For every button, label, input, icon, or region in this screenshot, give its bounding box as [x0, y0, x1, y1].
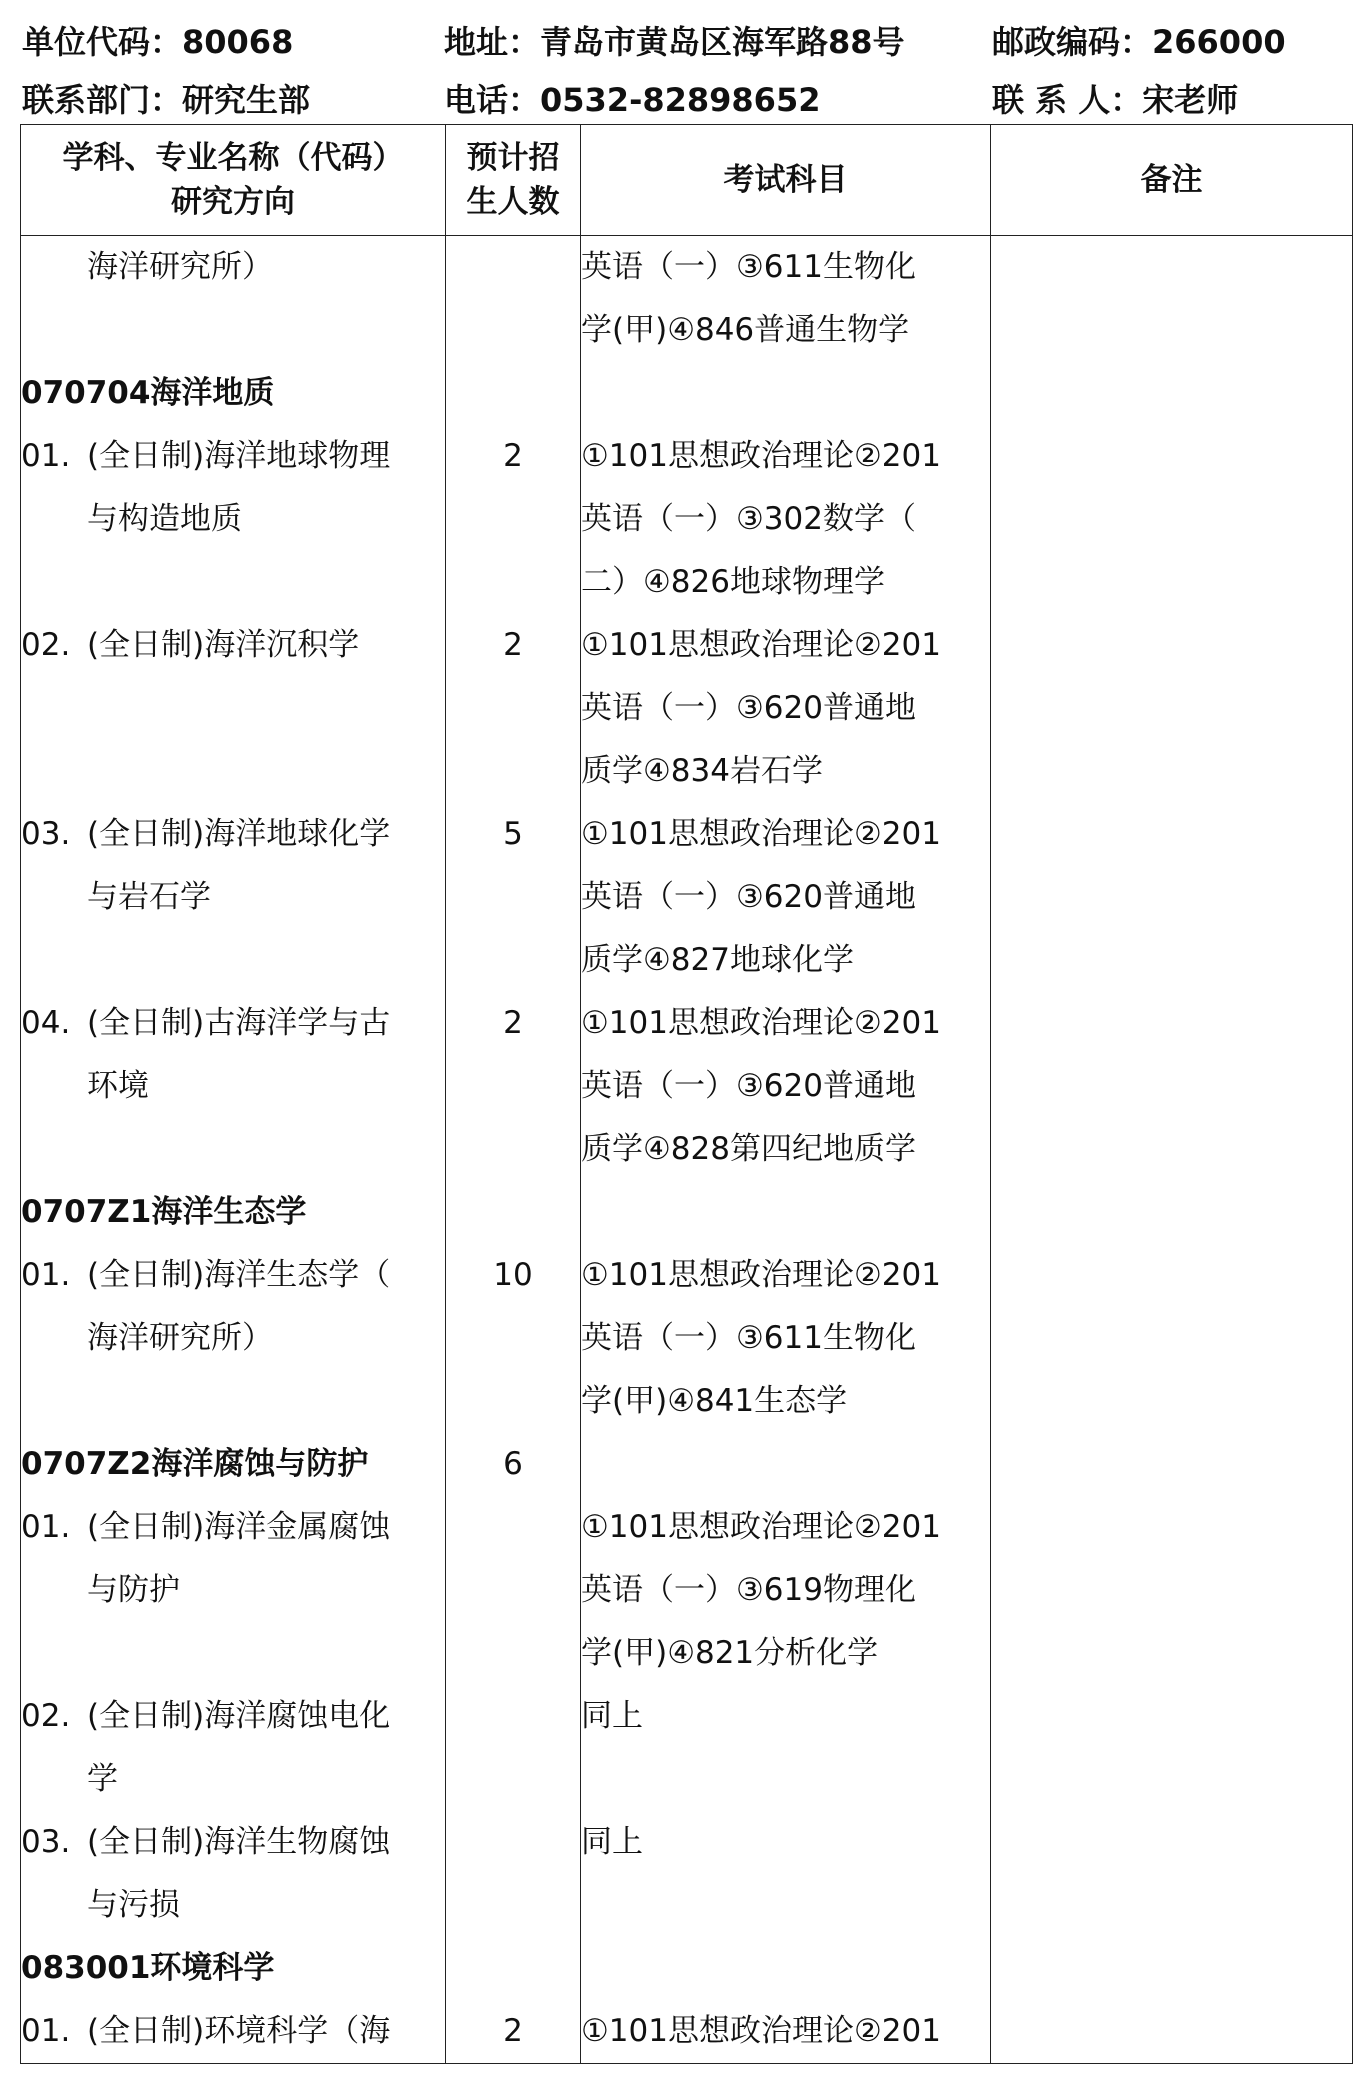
cell-exam-subjects: ①101思想政治理论②201 [581, 803, 991, 866]
cell-exam-subjects: 同上 [581, 1811, 991, 1874]
cell-quota [446, 1370, 581, 1433]
cell-quota [446, 1685, 581, 1748]
cell-major-direction [21, 1748, 446, 1811]
cell-exam-subjects: 二）④826地球物理学 [581, 551, 991, 614]
table-row [21, 236, 1353, 300]
header-name [21, 125, 446, 236]
direction-name: 学 [87, 1761, 118, 1797]
cell-quota [446, 1496, 581, 1559]
cell-major-direction [21, 1685, 446, 1748]
cell-major-direction [21, 1496, 446, 1559]
header-row [21, 125, 1353, 236]
cell-quota [446, 1307, 581, 1370]
cell-exam-subjects: ①101思想政治理论②201 [581, 425, 991, 488]
table-row [21, 1496, 1353, 1559]
direction-name: 环境 [87, 1068, 149, 1104]
direction-name: (全日制)古海洋学与古 [87, 1005, 391, 1041]
cell-exam-subjects: ①101思想政治理论②201 [581, 1244, 991, 1307]
discipline-title: 0707Z1海洋生态学 [21, 1194, 307, 1230]
cell-exam-subjects: ①101思想政治理论②201 [581, 614, 991, 677]
cell-exam-subjects [581, 1433, 991, 1496]
cell-note [991, 1748, 1353, 1811]
cell-major-direction [21, 677, 446, 740]
cell-exam-subjects: 质学④834岩石学 [581, 740, 991, 803]
cell-major-direction [21, 1433, 446, 1496]
cell-exam-subjects: 学(甲)④821分析化学 [581, 1622, 991, 1685]
header-name-line2: 研究方向 [171, 184, 295, 220]
cell-quota [446, 1874, 581, 1937]
table-row [21, 551, 1353, 614]
cell-quota [446, 236, 581, 300]
direction-name: (全日制)海洋地球物理 [87, 438, 391, 474]
postal-code: 邮政编码：266000 [992, 23, 1286, 61]
table-row [21, 1937, 1353, 2000]
cell-quota [446, 929, 581, 992]
direction-number: 02. [21, 627, 71, 663]
cell-quota [446, 362, 581, 425]
cell-note [991, 551, 1353, 614]
cell-note [991, 299, 1353, 362]
cell-major-direction [21, 614, 446, 677]
cell-note [991, 488, 1353, 551]
header-note: 备注 [991, 125, 1353, 236]
header-quota-line1: 预计招 [466, 140, 560, 176]
direction-name: (全日制)海洋金属腐蚀 [87, 1509, 391, 1545]
table-row [21, 1370, 1353, 1433]
cell-note [991, 1118, 1353, 1181]
cell-quota [446, 677, 581, 740]
cell-quota: 6 [446, 1433, 581, 1496]
direction-name: (全日制)海洋腐蚀电化 [87, 1698, 391, 1734]
direction-name: 与岩石学 [87, 879, 211, 915]
header-exam: 考试科目 [581, 125, 991, 236]
direction-number: 01. [21, 1509, 71, 1545]
cell-major-direction [21, 929, 446, 992]
table-row [21, 2000, 1353, 2064]
cell-quota [446, 1622, 581, 1685]
table-head [21, 125, 1353, 236]
cell-exam-subjects: 质学④827地球化学 [581, 929, 991, 992]
cell-exam-subjects: ①101思想政治理论②201 [581, 992, 991, 1055]
cell-quota: 5 [446, 803, 581, 866]
admissions-table [20, 124, 1353, 2064]
cell-major-direction [21, 803, 446, 866]
cell-major-direction [21, 299, 446, 362]
table-row [21, 992, 1353, 1055]
cell-note [991, 236, 1353, 300]
cell-quota: 2 [446, 614, 581, 677]
cell-major-direction [21, 236, 446, 300]
cell-exam-subjects [581, 1181, 991, 1244]
cell-exam-subjects: 英语（一）③620普通地 [581, 866, 991, 929]
cell-exam-subjects: 英语（一）③620普通地 [581, 1055, 991, 1118]
cell-major-direction [21, 992, 446, 1055]
cell-quota: 2 [446, 992, 581, 1055]
table-row [21, 1181, 1353, 1244]
table-row [21, 1433, 1353, 1496]
cell-major-direction [21, 1811, 446, 1874]
direction-number: 03. [21, 816, 71, 852]
table-body [21, 236, 1353, 2064]
cell-note [991, 929, 1353, 992]
cell-note [991, 1937, 1353, 2000]
direction-name: (全日制)海洋生物腐蚀 [87, 1824, 391, 1860]
cell-exam-subjects [581, 1937, 991, 2000]
cell-quota [446, 1937, 581, 2000]
table-row [21, 740, 1353, 803]
cell-note [991, 1874, 1353, 1937]
cell-major-direction [21, 740, 446, 803]
cell-major-direction [21, 488, 446, 551]
cell-quota [446, 1055, 581, 1118]
cell-note [991, 614, 1353, 677]
cell-exam-subjects [581, 1748, 991, 1811]
direction-number: 01. [21, 2013, 71, 2049]
cell-quota [446, 740, 581, 803]
table-row [21, 425, 1353, 488]
direction-number: 03. [21, 1824, 71, 1860]
cell-note [991, 362, 1353, 425]
cell-major-direction [21, 2000, 446, 2064]
table-row [21, 866, 1353, 929]
cell-major-direction [21, 1874, 446, 1937]
direction-name: (全日制)海洋生态学（ [87, 1257, 391, 1293]
cell-exam-subjects: 学(甲)④841生态学 [581, 1370, 991, 1433]
cell-note [991, 425, 1353, 488]
cell-exam-subjects: 英语（一）③611生物化 [581, 236, 991, 300]
direction-name: 与防护 [87, 1572, 180, 1608]
table-row [21, 1748, 1353, 1811]
cell-exam-subjects: 质学④828第四纪地质学 [581, 1118, 991, 1181]
cell-note [991, 803, 1353, 866]
cell-major-direction [21, 551, 446, 614]
cell-quota [446, 1748, 581, 1811]
admissions-table-wrapper [20, 124, 1352, 2075]
cell-quota [446, 488, 581, 551]
cell-major-direction [21, 1307, 446, 1370]
cell-major-direction [21, 866, 446, 929]
direction-name: 与构造地质 [87, 501, 242, 537]
table-row [21, 803, 1353, 866]
table-row [21, 1559, 1353, 1622]
table-row [21, 1055, 1353, 1118]
discipline-title: 070704海洋地质 [21, 375, 275, 411]
table-row [21, 1307, 1353, 1370]
cell-note [991, 1559, 1353, 1622]
cell-note [991, 1307, 1353, 1370]
discipline-title: 0707Z2海洋腐蚀与防护 [21, 1446, 369, 1482]
table-row [21, 929, 1353, 992]
direction-name: (全日制)海洋地球化学 [87, 816, 391, 852]
cell-note [991, 2000, 1353, 2064]
contact-person: 联 系 人：宋老师 [992, 81, 1239, 119]
cell-note [991, 1685, 1353, 1748]
cell-note [991, 1244, 1353, 1307]
cell-exam-subjects [581, 1874, 991, 1937]
direction-name: 与污损 [87, 1887, 180, 1923]
table-row [21, 614, 1353, 677]
table-row [21, 488, 1353, 551]
direction-name: (全日制)环境科学（海 [87, 2013, 391, 2049]
cell-note [991, 992, 1353, 1055]
cell-major-direction [21, 362, 446, 425]
direction-name: 海洋研究所） [87, 1320, 273, 1356]
table-row [21, 1811, 1353, 1874]
table-row [21, 362, 1353, 425]
cell-quota [446, 1118, 581, 1181]
cell-major-direction [21, 1559, 446, 1622]
address: 地址：青岛市黄岛区海军路88号 [444, 23, 905, 61]
cell-exam-subjects: 学(甲)④846普通生物学 [581, 299, 991, 362]
cell-exam-subjects: 同上 [581, 1685, 991, 1748]
page-header [0, 0, 1372, 124]
cell-exam-subjects: 英语（一）③611生物化 [581, 1307, 991, 1370]
cell-note [991, 1433, 1353, 1496]
cell-quota [446, 551, 581, 614]
table-row [21, 1874, 1353, 1937]
direction-number: 01. [21, 1257, 71, 1293]
cell-note [991, 1181, 1353, 1244]
cell-quota [446, 1559, 581, 1622]
cell-major-direction [21, 1118, 446, 1181]
direction-number: 02. [21, 1698, 71, 1734]
cell-exam-subjects: 英语（一）③302数学（ [581, 488, 991, 551]
department: 联系部门：研究生部 [22, 81, 311, 119]
direction-number: 04. [21, 1005, 71, 1041]
cell-note [991, 1496, 1353, 1559]
cell-major-direction [21, 425, 446, 488]
cell-quota [446, 1811, 581, 1874]
cell-exam-subjects: 英语（一）③619物理化 [581, 1559, 991, 1622]
table-row [21, 1622, 1353, 1685]
header-quota [446, 125, 581, 236]
cell-note [991, 740, 1353, 803]
cell-major-direction [21, 1181, 446, 1244]
cell-major-direction [21, 1937, 446, 2000]
discipline-title: 083001环境科学 [21, 1950, 275, 1986]
table-row [21, 1685, 1353, 1748]
cell-major-direction [21, 1244, 446, 1307]
cell-major-direction [21, 1370, 446, 1433]
table-row [21, 1118, 1353, 1181]
cell-major-direction [21, 1055, 446, 1118]
header-quota-line2: 生人数 [466, 184, 560, 220]
table-row [21, 677, 1353, 740]
header-name-line1: 学科、专业名称（代码） [62, 140, 404, 176]
cell-quota [446, 1181, 581, 1244]
unit-code: 单位代码：80068 [22, 23, 294, 61]
cell-exam-subjects: 英语（一）③620普通地 [581, 677, 991, 740]
cell-quota: 10 [446, 1244, 581, 1307]
cell-quota [446, 299, 581, 362]
direction-name: 海洋研究所） [87, 249, 273, 285]
direction-name: (全日制)海洋沉积学 [87, 627, 360, 663]
cell-note [991, 1622, 1353, 1685]
cell-note [991, 1055, 1353, 1118]
cell-exam-subjects: ①101思想政治理论②201 [581, 2000, 991, 2064]
cell-quota [446, 866, 581, 929]
direction-number: 01. [21, 438, 71, 474]
cell-note [991, 1811, 1353, 1874]
cell-note [991, 677, 1353, 740]
cell-note [991, 866, 1353, 929]
cell-note [991, 1370, 1353, 1433]
cell-exam-subjects [581, 362, 991, 425]
cell-quota: 2 [446, 2000, 581, 2064]
cell-major-direction [21, 1622, 446, 1685]
phone: 电话：0532-82898652 [444, 81, 821, 119]
table-row [21, 299, 1353, 362]
table-row [21, 1244, 1353, 1307]
cell-exam-subjects: ①101思想政治理论②201 [581, 1496, 991, 1559]
cell-quota: 2 [446, 425, 581, 488]
